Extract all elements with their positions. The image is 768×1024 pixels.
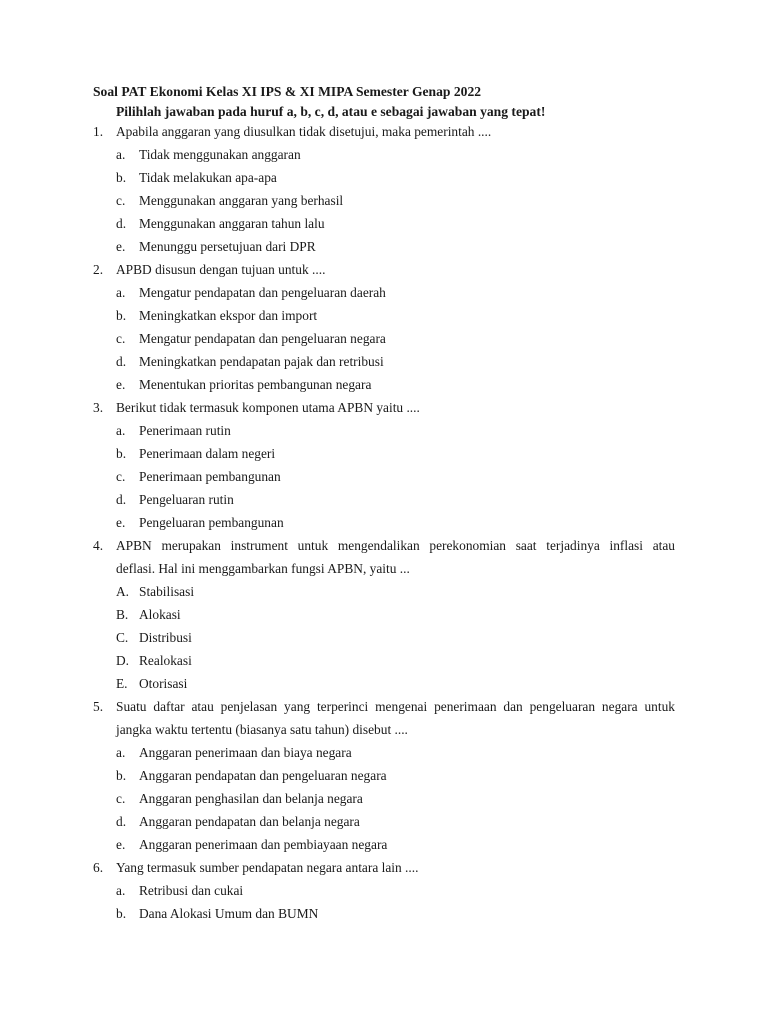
option-text: Penerimaan dalam negeri [139, 446, 276, 461]
option-letter: a. [116, 147, 126, 162]
option-letter: B. [116, 607, 129, 622]
option-text: Tidak menggunakan anggaran [139, 147, 301, 162]
question-number: 1. [93, 124, 104, 139]
option-letter: c. [116, 331, 126, 346]
option-letter: e. [116, 377, 126, 392]
option-text: Anggaran pendapatan dan pengeluaran negara [139, 768, 387, 783]
option-text: Meningkatkan ekspor dan import [139, 308, 318, 323]
option-5e [116, 837, 387, 853]
option-1b [116, 170, 277, 186]
option-text: Penerimaan pembangunan [139, 469, 281, 484]
option-letter: d. [116, 216, 127, 231]
option-text: Anggaran penerimaan dan biaya negara [139, 745, 352, 760]
question-number: 4. [93, 538, 104, 553]
option-letter: C. [116, 630, 129, 645]
option-5c [116, 791, 363, 807]
option-text: Anggaran pendapatan dan belanja negara [139, 814, 360, 829]
option-2e [116, 377, 371, 393]
option-letter: e. [116, 515, 126, 530]
option-text: Meningkatkan pendapatan pajak dan retribusi [139, 354, 384, 369]
option-4e [116, 676, 187, 692]
option-3a [116, 423, 231, 439]
option-6b [116, 906, 318, 922]
option-letter: c. [116, 193, 126, 208]
option-letter: c. [116, 469, 126, 484]
option-letter: E. [116, 676, 128, 691]
document-title: Soal PAT Ekonomi Kelas XI IPS & XI MIPA Semester Genap 2022 [93, 84, 482, 99]
question-2 [93, 262, 325, 278]
option-letter: b. [116, 170, 127, 185]
option-4b [116, 607, 181, 623]
option-text: Realokasi [139, 653, 192, 668]
question-text: Yang termasuk sumber pendapatan negara antara lain .... [116, 860, 419, 875]
option-letter: c. [116, 791, 126, 806]
option-letter: D. [116, 653, 130, 668]
question-text: APBD disusun dengan tujuan untuk .... [116, 262, 326, 277]
option-1c [116, 193, 343, 209]
option-letter: b. [116, 906, 127, 921]
option-letter: e. [116, 837, 126, 852]
option-2d [116, 354, 384, 370]
option-letter: a. [116, 423, 126, 438]
question-6 [93, 860, 418, 876]
option-letter: d. [116, 814, 127, 829]
question-text: Apabila anggaran yang diusulkan tidak disetujui, maka pemerintah .... [116, 124, 492, 139]
option-3c [116, 469, 281, 485]
question-number: 5. [93, 699, 104, 714]
option-4c [116, 630, 192, 646]
option-letter: d. [116, 354, 127, 369]
option-text: Retribusi dan cukai [139, 883, 244, 898]
option-1d [116, 216, 325, 232]
option-2b [116, 308, 317, 324]
option-text: Distribusi [139, 630, 192, 645]
option-text: Anggaran penghasilan dan belanja negara [139, 791, 363, 806]
option-text: Pengeluaran pembangunan [139, 515, 284, 530]
option-letter: b. [116, 308, 127, 323]
option-5d [116, 814, 360, 830]
option-5a [116, 745, 352, 761]
option-letter: e. [116, 239, 126, 254]
option-4d [116, 653, 192, 669]
question-text: Berikut tidak termasuk komponen utama APBN yaitu .... [116, 400, 420, 415]
option-3e [116, 515, 284, 531]
option-text: Tidak melakukan apa-apa [139, 170, 277, 185]
option-text: Dana Alokasi Umum dan BUMN [139, 906, 319, 921]
option-5b [116, 768, 387, 784]
option-3d [116, 492, 234, 508]
question-text-line-2: deflasi. Hal ini menggambarkan fungsi APBN, yaitu ... [116, 561, 410, 576]
question-3 [93, 400, 420, 416]
option-6a [116, 883, 243, 899]
question-text-line-1: Suatu daftar atau penjelasan yang terperinci mengenai penerimaan dan pengeluaran negara untuk [116, 699, 675, 714]
question-1 [93, 124, 491, 140]
option-4a [116, 584, 194, 600]
document-instruction: Pilihlah jawaban pada huruf a, b, c, d, atau e sebagai jawaban yang tepat! [116, 104, 546, 119]
option-text: Stabilisasi [139, 584, 195, 599]
option-text: Anggaran penerimaan dan pembiayaan negara [139, 837, 388, 852]
question-number: 3. [93, 400, 104, 415]
option-text: Alokasi [139, 607, 181, 622]
question-number: 6. [93, 860, 104, 875]
option-2c [116, 331, 386, 347]
option-letter: a. [116, 745, 126, 760]
option-letter: b. [116, 446, 127, 461]
option-letter: a. [116, 285, 126, 300]
option-text: Menggunakan anggaran tahun lalu [139, 216, 325, 231]
option-1a [116, 147, 301, 163]
option-letter: A. [116, 584, 130, 599]
option-text: Menggunakan anggaran yang berhasil [139, 193, 344, 208]
option-letter: a. [116, 883, 126, 898]
option-text: Menentukan prioritas pembangunan negara [139, 377, 372, 392]
option-letter: d. [116, 492, 127, 507]
option-3b [116, 446, 275, 462]
question-text-line-2: jangka waktu tertentu (biasanya satu tahun) disebut .... [116, 722, 408, 737]
option-text: Pengeluaran rutin [139, 492, 234, 507]
option-text: Mengatur pendapatan dan pengeluaran negara [139, 331, 386, 346]
option-letter: b. [116, 768, 127, 783]
option-text: Mengatur pendapatan dan pengeluaran daerah [139, 285, 386, 300]
question-text-line-1: APBN merupakan instrument untuk mengendalikan perekonomian saat terjadinya inflasi atau [116, 538, 675, 553]
option-text: Otorisasi [139, 676, 188, 691]
option-text: Penerimaan rutin [139, 423, 231, 438]
option-2a [116, 285, 386, 301]
option-1e [116, 239, 316, 255]
option-text: Menunggu persetujuan dari DPR [139, 239, 316, 254]
question-number: 2. [93, 262, 104, 277]
